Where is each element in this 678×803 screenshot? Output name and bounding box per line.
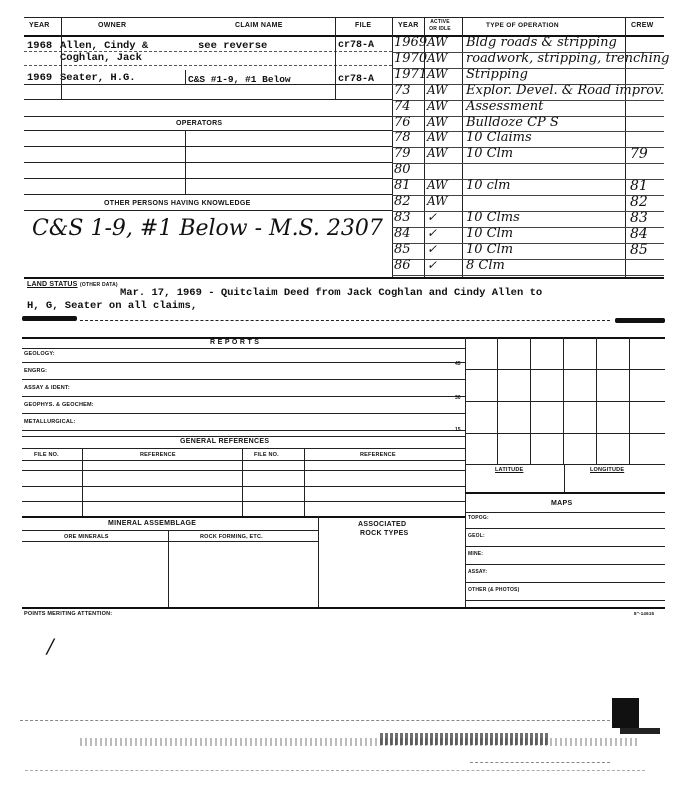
other-persons-label: OTHER PERSONS HAVING KNOWLEDGE [104,200,251,207]
ops-status: AW [427,178,448,193]
land-status-text-1: Mar. 17, 1969 - Quitclaim Deed from Jack Coghlan and Cindy Allen to [120,287,543,299]
ops-year: 82 [394,194,411,209]
ops-type: Assessment [466,98,544,114]
mineral-assemblage-title: MINERAL ASSEMBLAGE [108,520,197,527]
smudge-right [615,318,665,323]
ops-status: ✓ [427,225,438,240]
map-row-line [465,528,665,529]
ops-year: 84 [394,225,411,241]
ops-type: Explor. Devel. & Road improv. [466,82,665,98]
report-row-line [22,362,465,363]
ops-year: 79 [394,146,411,162]
header-claim-name: CLAIM NAME [235,22,283,29]
ops-type: roadwork, stripping, trenching [466,50,670,66]
latitude-label: LATITUDE [495,467,524,473]
map-row-line [465,546,665,547]
ops-year: 78 [394,130,411,146]
ops-type: 8 Clm [466,257,505,273]
land-status-label: LAND STATUS [27,281,78,288]
ops-status: AW [427,82,448,97]
ops-year: 81 [394,178,411,194]
scale-30: 30 [455,395,461,401]
ops-status: AW [427,66,448,81]
ops-status: ✓ [427,241,438,256]
report-row-line [22,430,465,431]
maps-title: MAPS [551,500,573,507]
ops-crew: 79 [630,146,648,163]
form-number: 8"-14615 [634,611,655,616]
operators-label: OPERATORS [176,120,223,127]
report-row-label: METALLURGICAL: [24,419,76,425]
ops-type: 10 Clm [466,146,514,162]
map-row-label: OTHER (& PHOTOS) [468,587,520,593]
header-file: FILE [355,22,372,29]
owner-row-claim: see reverse [198,40,268,52]
ops-status: AW [427,194,448,208]
rock-types-label: ROCK TYPES [360,530,409,537]
ops-type: Stripping [466,66,528,82]
ops-type: Bldg roads & stripping [466,35,617,50]
ops-year: 85 [394,241,411,257]
ops-crew: 82 [630,194,648,210]
ore-minerals-label: ORE MINERALS [64,534,109,540]
ops-year: 1969 [394,35,428,50]
map-row-label: TOPOG: [468,515,489,521]
owner-row-owner: Allen, Cindy & [60,40,149,52]
report-row-label: GEOPHYS. & GEOCHEM: [24,402,94,408]
header-year: YEAR [29,22,50,29]
ops-type: 10 Clms [466,209,520,225]
map-row-label: MINE: [468,551,484,557]
report-row-line [22,379,465,380]
report-row-label: GEOLOGY: [24,351,55,357]
map-row-label: GEOL: [468,533,485,539]
report-row-label: ENGRG: [24,368,48,374]
report-row-line [22,396,465,397]
header-owner: OWNER [98,22,127,29]
ops-type: 10 Claims [466,130,532,146]
header-year-2: YEAR [398,22,419,29]
owner-row-file: cr78-A [338,40,375,51]
ops-row-divider [392,275,664,276]
reports-title: R E P O R T S [210,339,260,346]
header-type-of-operation: TYPE OF OPERATION [486,22,559,29]
ops-status: ✓ [427,209,438,224]
smudge-left [22,316,77,321]
map-row-label: ASSAY: [468,569,488,575]
ops-year: 76 [394,114,411,130]
ops-year: 86 [394,257,411,273]
ops-status: ✓ [427,257,438,272]
ops-year: 80 [394,162,411,178]
ops-status: AW [427,50,448,65]
ops-crew: 83 [630,209,648,226]
header-crew: CREW [631,22,654,29]
owner-row-owner-3: Seater, H.G. [60,72,136,84]
map-row-line [465,582,665,583]
report-row-label: ASSAY & IDENT: [24,385,70,391]
header-active-or-idle: ACTIVE OR IDLE [429,19,451,32]
associated-label: ASSOCIATED [358,521,407,528]
scale-15: 15 [455,427,461,433]
land-status-sublabel: (OTHER DATA) [80,282,118,288]
ops-year: 73 [394,82,411,98]
ops-crew: 84 [630,225,648,242]
map-row-line [465,564,665,565]
ops-status: AW [427,130,448,145]
owner-row-year: 1968 [27,40,53,52]
ops-year: 83 [394,209,411,225]
points-meriting-label: POINTS MERITING ATTENTION: [24,611,113,617]
owner-row-claim-3: C&S #1-9, #1 Below [188,74,291,85]
other-persons-note: C&S 1-9, #1 Below - M.S. 2307 [32,216,383,241]
rock-forming-label: ROCK FORMING, ETC. [200,534,263,540]
owner-row-year-3: 1969 [27,72,53,84]
gr-col-ref-2: REFERENCE [360,452,396,458]
owner-row-owner-2: Coghlan, Jack [60,52,142,64]
ops-status: AW [427,114,448,129]
ops-status: AW [427,35,448,49]
ops-status: AW [427,146,448,161]
gr-col-ref-1: REFERENCE [140,452,176,458]
report-row-line [22,413,465,414]
ops-type: 10 Clm [466,241,514,257]
land-status-text-2: H, G, Seater on all claims, [27,300,198,312]
general-references-title: GENERAL REFERENCES [180,438,270,445]
gr-col-file-1: FILE NO. [34,452,59,458]
ops-type: 10 clm [466,178,511,194]
owner-row-file-3: cr78-A [338,74,375,85]
ops-crew: 85 [630,241,648,258]
ops-year: 74 [394,98,411,114]
ops-type: Bulldoze CP S [466,114,559,130]
ops-type: 10 Clm [466,225,514,241]
ops-crew: 81 [630,178,648,195]
ops-row-divider [392,163,664,164]
ops-status: AW [427,98,448,113]
longitude-label: LONGITUDE [590,467,625,473]
ops-year: 1970 [394,50,428,66]
pencil-mark: / [47,634,54,658]
ops-year: 1971 [394,66,428,82]
map-row-line [465,600,665,601]
gr-col-file-2: FILE NO. [254,452,279,458]
scale-45: 45 [455,361,461,367]
